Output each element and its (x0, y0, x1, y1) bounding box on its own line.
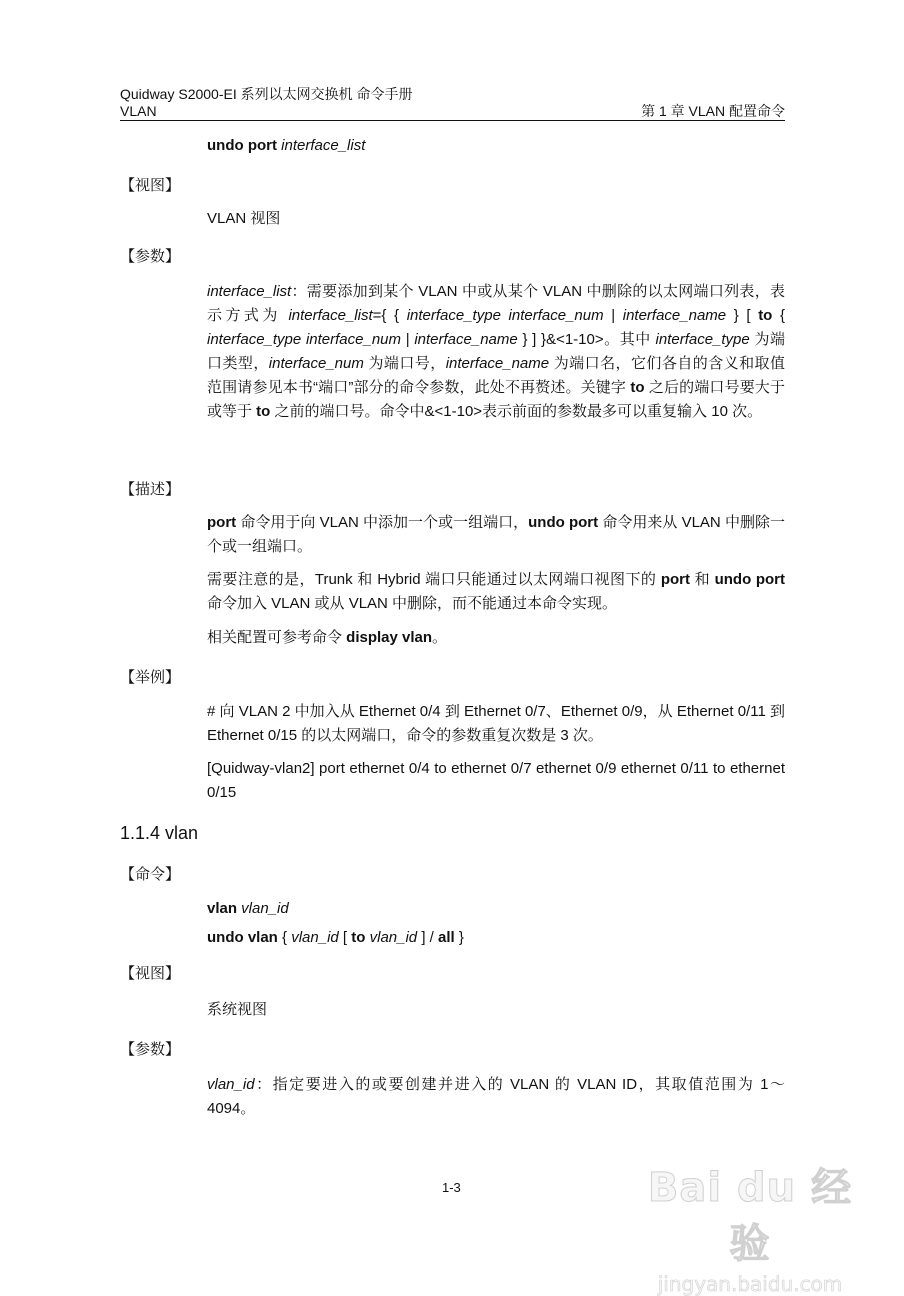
param-name: interface_num (268, 355, 364, 372)
keyword: port (660, 571, 691, 588)
params-label: 【参数】 (120, 248, 181, 265)
text: | (603, 307, 623, 324)
example-label: 【举例】 (120, 669, 181, 686)
command-argument: interface_list (276, 137, 366, 154)
keyword: to (758, 307, 773, 324)
keyword: display vlan (346, 629, 433, 646)
param-name: vlan_id (207, 1076, 255, 1093)
keyword: undo port (528, 514, 599, 531)
related-paragraph (207, 626, 785, 650)
text: 为端口类型， (207, 331, 786, 372)
text: 需要注意的是，Trunk 和 Hybrid 端口只能通过以太网端口视图下的 (207, 571, 661, 588)
params-label-2: 【参数】 (120, 1041, 181, 1058)
text: ={ { (372, 307, 407, 324)
param-name: interface_name (622, 307, 727, 324)
text: ：指定要进入的或要创建并进入的 VLAN 的 VLAN ID，其取值范围为 1～4094。 (207, 1076, 785, 1117)
description-paragraph (207, 511, 785, 559)
text: 命令加入 VLAN 或从 VLAN 中删除，而不能通过本命令实现。 (207, 595, 618, 612)
watermark-brand: Bai du 经验 (647, 1165, 853, 1267)
text: 命令用于向 VLAN 中添加一个或一组端口， (236, 514, 529, 531)
text: 相关配置可参考命令 (207, 629, 347, 646)
page-header (120, 86, 785, 120)
param-name: interface_type interface_num (406, 307, 604, 324)
text: [ (338, 929, 352, 946)
header-divider (120, 120, 785, 121)
note-paragraph (207, 568, 785, 616)
text: } [ (726, 307, 759, 324)
param-name: interface_list (207, 283, 292, 300)
text: } ] }&<1-10>。其中 (517, 331, 656, 348)
param-name: interface_list (288, 307, 373, 324)
param-name: interface_type (655, 331, 750, 348)
keyword: all (438, 929, 455, 946)
param-name: interface_type interface_num (207, 331, 401, 348)
text: { (772, 307, 785, 324)
chapter-left: VLAN (120, 103, 157, 119)
text: 之前的端口号。命令中&<1-10>表示前面的参数最多可以重复输入 10 次。 (270, 403, 763, 420)
keyword: to (256, 403, 271, 420)
view-label-2: 【视图】 (120, 965, 181, 982)
keyword: undo port (714, 571, 785, 588)
keyword: vlan (207, 900, 238, 917)
chapter-right: 第 1 章 VLAN 配置命令 (641, 103, 785, 119)
manual-title: Quidway S2000-EI 系列以太网交换机 命令手册 (120, 86, 413, 102)
keyword: to (630, 379, 645, 396)
section-title: 1.1.4 vlan (120, 823, 199, 843)
argument: vlan_id (369, 929, 418, 946)
keyword: undo vlan (207, 929, 278, 946)
text: ] / (417, 929, 438, 946)
text: 为端口名，它们各自的含义和取值范围请参见本书“端口”部分的命令参数，此处不再赘述。关键字 (207, 355, 785, 396)
vlan-command (207, 899, 289, 919)
undo-port-command (207, 136, 365, 156)
view-value: VLAN 视图 (207, 210, 281, 227)
command-label: 【命令】 (120, 866, 181, 883)
params-paragraph (207, 280, 785, 424)
watermark-url: jingyan.baidu.com (657, 1272, 843, 1296)
view-label: 【视图】 (120, 177, 181, 194)
command-keyword: undo port (207, 137, 277, 154)
text: } (454, 929, 464, 946)
keyword: port (207, 514, 237, 531)
keyword: to (351, 929, 366, 946)
text: 命令用来从 VLAN 中删除一个或一组端口。 (207, 514, 785, 555)
text: 和 (690, 571, 715, 588)
baidu-watermark (640, 1160, 860, 1296)
text: 之后的端口号要大于或等于 (207, 379, 785, 420)
page-number: 1-3 (442, 1180, 461, 1195)
example-cli: [Quidway-vlan2] port ethernet 0/4 to ethernet 0/7 ethernet 0/9 ethernet 0/11 to ethernet 0/15 (207, 760, 785, 801)
param-name: interface_name (445, 355, 550, 372)
params-paragraph-2 (207, 1073, 785, 1121)
param-name: interface_name (414, 331, 518, 348)
description-label: 【描述】 (120, 481, 181, 498)
text: { (277, 929, 292, 946)
text: 为端口号， (363, 355, 446, 372)
text: ：需要添加到某个 VLAN 中或从某个 VLAN 中删除的以太网端口列表，表示方式为 (207, 283, 785, 324)
example-comment: # 向 VLAN 2 中加入从 Ethernet 0/4 到 Ethernet 0/7、Ethernet 0/9，从 Ethernet 0/11 到 Ethernet 0/15 的以太网端口，命令的参数重复次数是 3 次。 (207, 703, 785, 744)
view-value-2: 系统视图 (207, 1001, 268, 1018)
argument: vlan_id (291, 929, 339, 946)
text: | (401, 331, 415, 348)
argument: vlan_id (237, 900, 289, 917)
undo-vlan-command (207, 928, 464, 948)
text: 。 (432, 629, 448, 646)
